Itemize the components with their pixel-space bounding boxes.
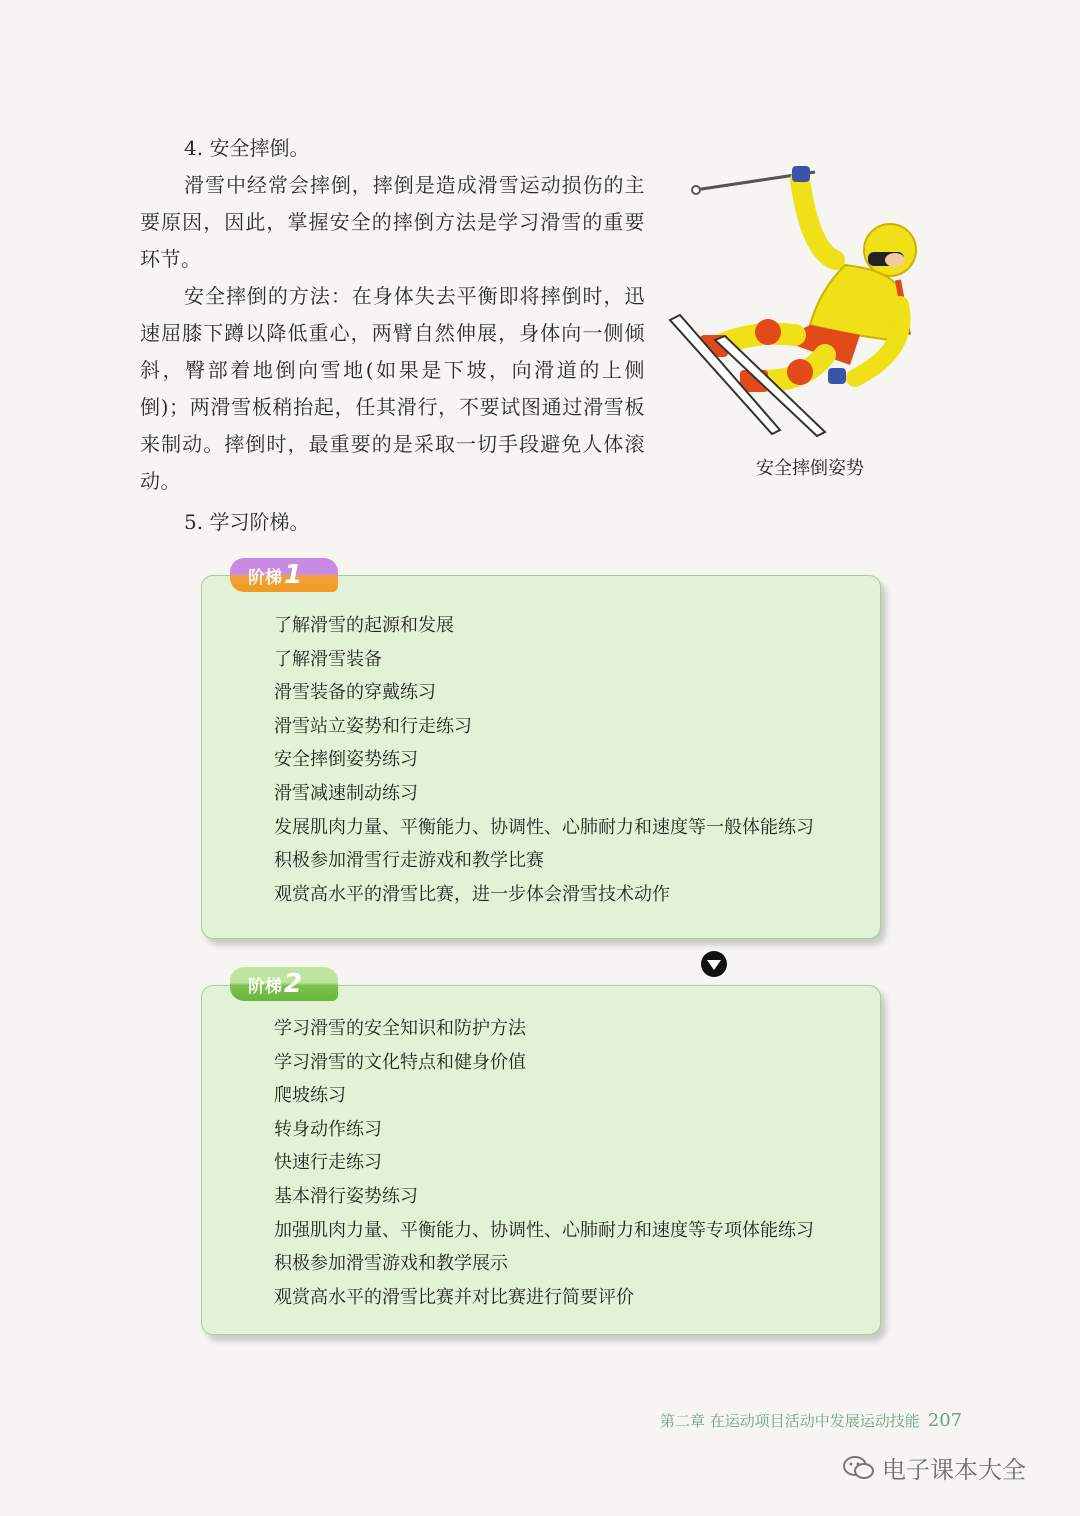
list-item: 安全摔倒姿势练习 (274, 749, 418, 771)
list-item: 观赏高水平的滑雪比赛并对比赛进行简要评价 (274, 1286, 634, 1308)
ladder-1-tab-label: 阶梯 (248, 567, 282, 588)
section4-paragraph-1: 滑雪中经常会摔倒，摔倒是造成滑雪运动损伤的主要原因，因此，掌握安全的摔倒方法是学习滑雪的重要环节。 (140, 173, 645, 271)
list-item: 基本滑行姿势练习 (274, 1185, 418, 1207)
skier-illustration (660, 140, 955, 440)
section4-paragraph-2: 安全摔倒的方法：在身体失去平衡即将摔倒时，迅速屈膝下蹲以降低重心，两臂自然伸展，身体向一侧倾斜，臀部着地倒向雪地(如果是下坡，向滑道的上侧倒)；两滑雪板稍抬起，任其滑行，不要试图通过滑雪板来制动。摔倒时，最重要的是采取一切手段避免人体滚动。 (140, 284, 645, 493)
section4-heading: 4. 安全摔倒。 (184, 136, 310, 160)
ladder-2-tab (230, 967, 338, 1001)
ladder-1-tab (230, 558, 338, 592)
page-footer (660, 1410, 962, 1431)
list-item: 了解滑雪装备 (274, 648, 382, 670)
watermark (842, 1450, 1026, 1485)
ladder-1-tab-number: 1 (284, 560, 303, 590)
list-item: 快速行走练习 (274, 1152, 382, 1174)
ladder-2-list (274, 1012, 814, 1314)
section5-heading: 5. 学习阶梯。 (184, 510, 310, 534)
list-item: 发展肌肉力量、平衡能力、协调性、心肺耐力和速度等一般体能练习 (274, 816, 814, 838)
list-item: 积极参加滑雪行走游戏和教学比赛 (274, 850, 544, 872)
list-item: 学习滑雪的文化特点和健身价值 (274, 1051, 526, 1073)
list-item: 加强肌肉力量、平衡能力、协调性、心肺耐力和速度等专项体能练习 (274, 1219, 814, 1241)
section4-text (140, 130, 645, 500)
chapter-title: 第二章 在运动项目活动中发展运动技能 (660, 1412, 920, 1430)
list-item: 观赏高水平的滑雪比赛，进一步体会滑雪技术动作 (274, 883, 670, 905)
ladder-2-tab-number: 2 (284, 969, 303, 999)
ladder-2-tab-label: 阶梯 (248, 976, 282, 997)
wechat-icon (842, 1455, 876, 1481)
watermark-text: 电子课本大全 (882, 1456, 1026, 1484)
list-item: 滑雪站立姿势和行走练习 (274, 715, 472, 737)
list-item: 积极参加滑雪游戏和教学展示 (274, 1253, 508, 1275)
list-item: 滑雪装备的穿戴练习 (274, 682, 436, 704)
skier-falling-icon (660, 140, 955, 440)
list-item: 爬坡练习 (274, 1085, 346, 1107)
down-arrow-icon (700, 950, 728, 978)
list-item: 学习滑雪的安全知识和防护方法 (274, 1018, 526, 1039)
ladder-1-list (274, 609, 814, 911)
page-number: 207 (927, 1410, 963, 1431)
list-item: 了解滑雪的起源和发展 (274, 615, 454, 636)
list-item: 滑雪减速制动练习 (274, 782, 418, 804)
figure-caption: 安全摔倒姿势 (756, 458, 864, 479)
list-item: 转身动作练习 (274, 1118, 382, 1140)
